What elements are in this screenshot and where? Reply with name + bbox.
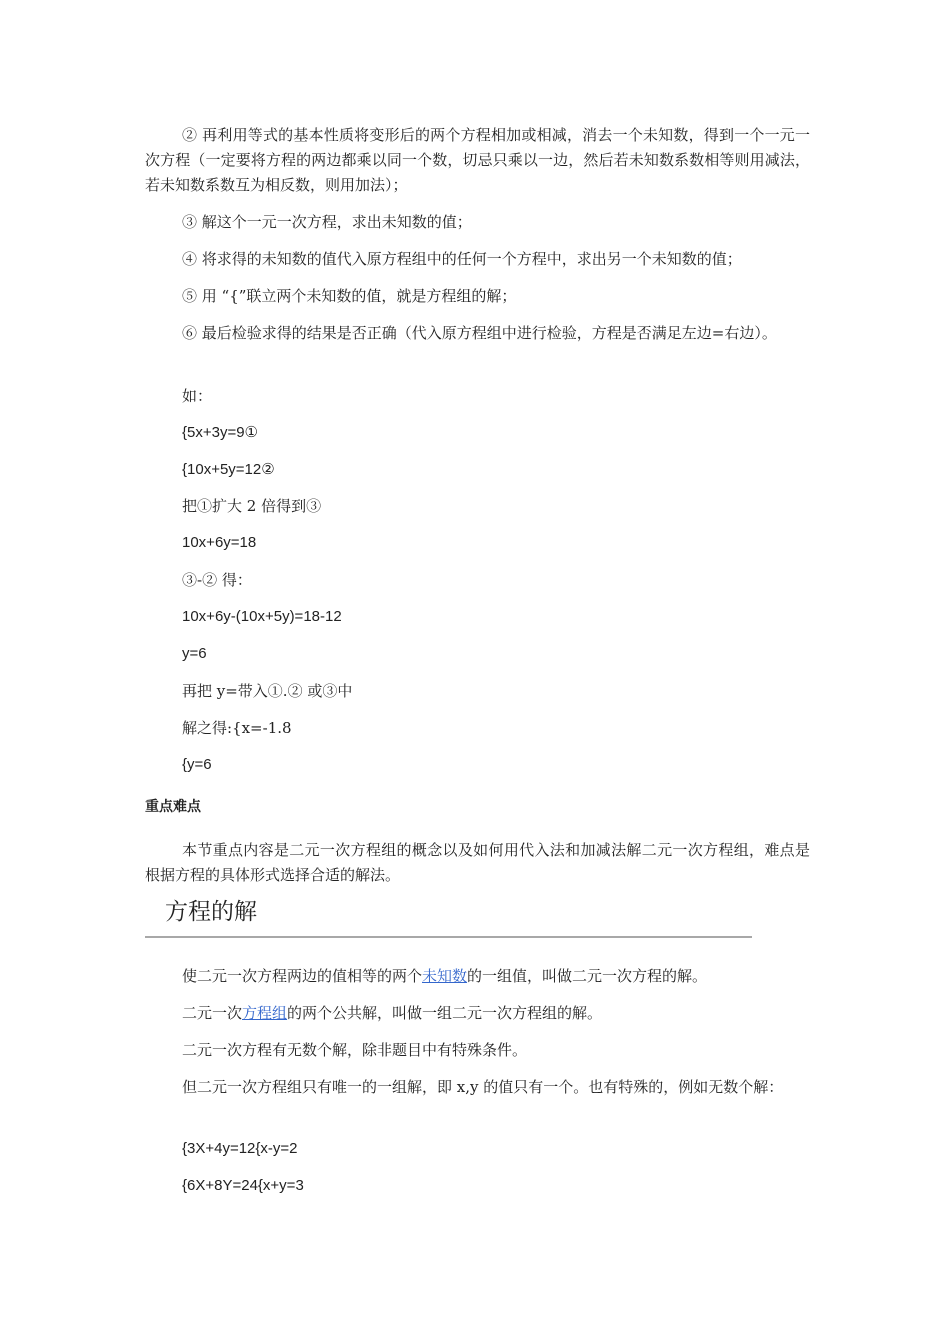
example-equation-2: {10x+5y=12②	[182, 461, 275, 478]
special-case-equation-2: {6X+8Y=24{x+y=3	[182, 1177, 304, 1194]
example-substitute: 再把 y=带入①.② 或③中	[182, 682, 353, 700]
solution-definition-text-1: 使二元一次方程两边的值相等的两个	[182, 967, 423, 985]
step-3-paragraph: ③ 解这个一元一次方程，求出未知数的值；	[182, 213, 472, 231]
example-subtraction: 10x+6y-(10x+5y)=18-12	[182, 608, 342, 625]
example-step-double: 把①扩大 2 倍得到③	[182, 497, 322, 515]
example-equation-3: 10x+6y=18	[182, 534, 257, 551]
heading-divider	[145, 936, 752, 938]
solution-definition-paragraph	[145, 964, 810, 989]
system-solution-paragraph	[145, 1001, 810, 1026]
unknowns-link[interactable]: 未知数	[422, 967, 468, 985]
solution-heading: 方程的解	[165, 899, 257, 925]
step-5-paragraph: ⑤ 用 “{”联立两个未知数的值，就是方程组的解；	[182, 287, 517, 305]
key-points-label: 重点难点	[145, 799, 201, 815]
solution-definition-text-2: 的一组值，叫做二元一次方程的解。	[467, 967, 708, 985]
example-intro: 如：	[182, 387, 213, 405]
unique-solution-paragraph: 但二元一次方程组只有唯一的一组解，即 x,y 的值只有一个。也有特殊的，例如无数个解：	[182, 1078, 784, 1096]
example-solution-x: 解之得:{x=-1.8	[182, 719, 292, 737]
step-2-paragraph: ② 再利用等式的基本性质将变形后的两个方程相加或相减，消去一个未知数，得到一个一元一次方程（一定要将方程的两边都乘以同一个数，切忌只乘以一边，然后若未知数系数相等则用减法，若未知数系数互为相反数，则用加法）；	[145, 126, 810, 194]
key-points-text: 本节重点内容是二元一次方程组的概念以及如何用代入法和加减法解二元一次方程组，难点是根据方程的具体形式选择合适的解法。	[145, 841, 810, 884]
special-case-equation-1: {3X+4y=12{x-y=2	[182, 1140, 298, 1157]
example-step-subtract: ③-② 得：	[182, 571, 252, 589]
infinite-solutions-paragraph: 二元一次方程有无数个解，除非题目中有特殊条件。	[182, 1041, 528, 1059]
system-solution-text-1: 二元一次	[182, 1004, 243, 1022]
equation-system-link[interactable]: 方程组	[242, 1004, 288, 1022]
step-6-paragraph: ⑥ 最后检验求得的结果是否正确（代入原方程组中进行检验，方程是否满足左边=右边）。	[182, 324, 777, 342]
system-solution-text-2: 的两个公共解，叫做一组二元一次方程组的解。	[287, 1004, 603, 1022]
example-solution-y: {y=6	[182, 756, 212, 773]
example-equation-1: {5x+3y=9①	[182, 424, 259, 441]
step-4-paragraph: ④ 将求得的未知数的值代入原方程组中的任何一个方程中，求出另一个未知数的值；	[182, 250, 742, 268]
example-y-value: y=6	[182, 645, 207, 662]
